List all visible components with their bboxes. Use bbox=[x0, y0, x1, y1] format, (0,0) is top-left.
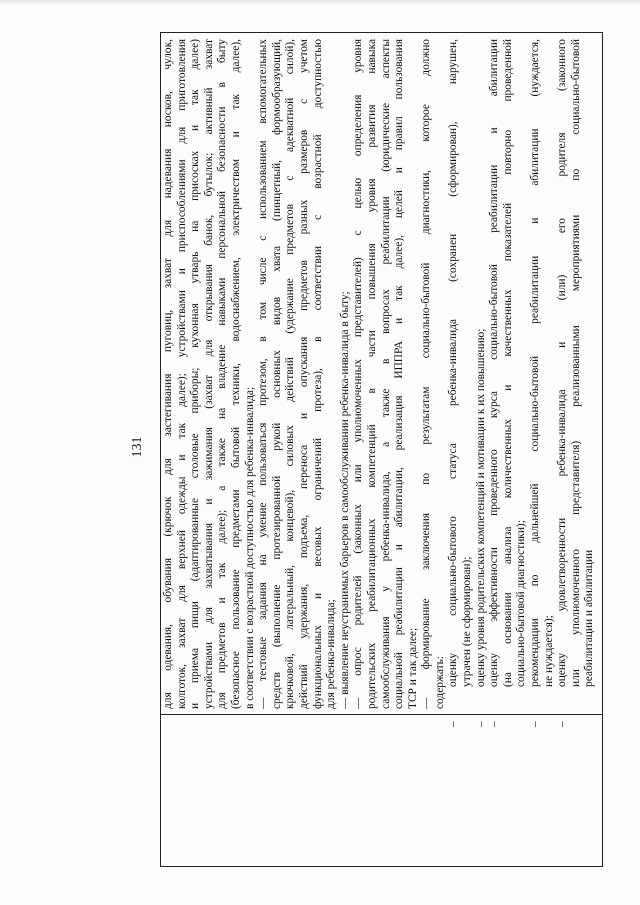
text-line: для одевания, обувания (крючок для застегивания пуговиц, захват для надевания носков, чулок, bbox=[162, 39, 174, 709]
text-line: социальной реабилитации и абилитации, реализация ИППРА и так далее), целей и правил пользования bbox=[393, 39, 406, 709]
list-item-line: реабилитации и абилитации bbox=[583, 549, 596, 687]
text-line: — выявление неустранимых барьеров в самообслуживании ребенка-инвалида в быту; bbox=[338, 291, 351, 709]
text-line: — опрос родителей (законных или уполномоченных представителей) с целью определения уровня bbox=[352, 39, 365, 709]
text-line: — формирование заключения по результатам социально-бытовой диагностики, которое должно bbox=[420, 39, 433, 709]
text-line: колготок, захват для верхней одежды и так далее); устройствами и приспособлениями для приготовления bbox=[175, 39, 188, 709]
content-table bbox=[160, 32, 603, 867]
list-item-line: оценку эффективности проведенного курса социально-бытовой реабилитации и абилитации bbox=[488, 39, 501, 687]
text-line: действий удержания, подъема, переноса и опускания предметов разных размеров с учетом bbox=[297, 39, 310, 709]
list-item-line: оценку удовлетворенности ребенка-инвалида и (или) его родителя (законного bbox=[556, 39, 569, 687]
list-item bbox=[556, 39, 597, 727]
table-left-column bbox=[161, 714, 602, 866]
list-item-line: рекомендации по дальнейшей социально-бытовой реабилитации и абилитации (нуждается, bbox=[529, 39, 542, 687]
list-item-line: (на основании анализа количественных и качественных показателей повторно проведенной bbox=[501, 39, 514, 687]
list-item bbox=[529, 39, 556, 727]
text-line: в соответствии с возрастной доступностью для ребенка-инвалида; bbox=[243, 386, 256, 709]
list-dash: – bbox=[474, 721, 487, 727]
list-dash: – bbox=[447, 721, 460, 727]
list-item-line: социально-бытовой диагностики); bbox=[515, 520, 528, 687]
list-dash: – bbox=[529, 721, 542, 727]
list-item bbox=[447, 39, 474, 727]
text-line: и приема пищи (адаптированные столовые приборы; кухонная утварь на присосках и так далее) bbox=[189, 39, 202, 709]
table-text-column bbox=[161, 33, 602, 727]
text-line: (безопасное пользование предметами бытовой техники, водоснабжением, электричеством и так далее), bbox=[229, 39, 242, 709]
list-item-line: не нуждается); bbox=[542, 615, 555, 687]
text-line: для ребенка-инвалида; bbox=[325, 599, 338, 709]
text-line: средств (выполнение протезированной рукой основных видов хвата (пинцетный, формообразующий, bbox=[270, 39, 283, 709]
text-line: — тестовые задания на умение пользоваться протезом, в том числе с использованием вспомогательных bbox=[257, 39, 270, 709]
list-item-line: оценку уровня родительских компетенций и мотивации к их повышению; bbox=[474, 328, 487, 687]
list-item-line: или уполномоченного представителя) реализованными мероприятиями по социально-бытовой bbox=[569, 39, 582, 687]
list-dash: – bbox=[488, 721, 501, 727]
text-line: крючковой, латеральный, концевой), силовых действий (удержание предметов с адекватной силой), bbox=[284, 39, 297, 709]
list-item bbox=[474, 39, 489, 727]
text-line: содержать: bbox=[433, 656, 446, 709]
list-item bbox=[488, 39, 529, 727]
text-line: для предметов и так далее); а также на владение навыками персональной безопасности в быту bbox=[216, 39, 229, 709]
text-line: самообслуживания у ребенка-инвалида, а также в вопросах реабилитации (юридические аспекты bbox=[379, 39, 392, 709]
list-item-line: оценку социально-бытового статуса ребенка-инвалида (сохранен (сформирован), нарушен, bbox=[447, 39, 460, 687]
text-line: ТСР и так далее; bbox=[406, 627, 419, 709]
page-number: 131 bbox=[130, 436, 145, 458]
text-line: устройствами для захватывания и зажимания (захват для открывания банок, бутылок; активный захват bbox=[202, 39, 215, 709]
list-dash: – bbox=[556, 721, 569, 727]
text-line: родительских реабилитационных компетенций в части повышения уровня развития навыка bbox=[365, 39, 378, 709]
text-line: функциональных и весовых ограничений протеза), в соответствии с возрастной доступностью bbox=[311, 39, 324, 709]
list-item-line: утрачен (не сформирован); bbox=[461, 556, 474, 687]
